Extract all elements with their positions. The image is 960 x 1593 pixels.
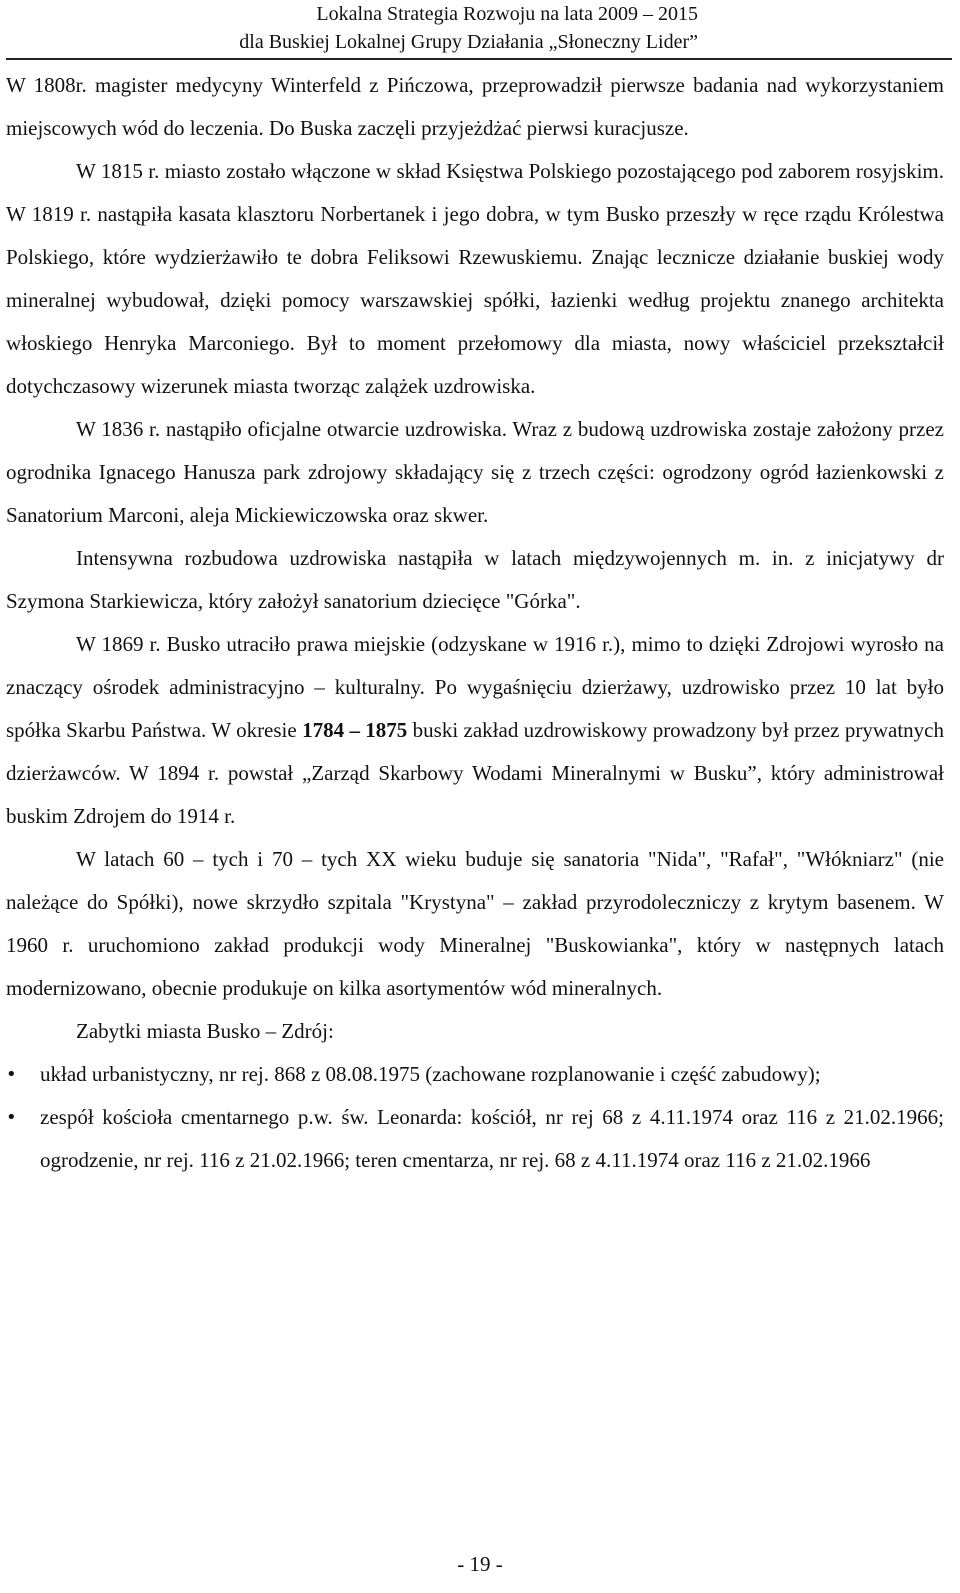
bold-date-range: 1784 – 1875 xyxy=(302,718,408,742)
monuments-heading: Zabytki miasta Busko – Zdrój: xyxy=(76,1019,334,1043)
paragraph xyxy=(6,623,944,838)
bullet-icon: • xyxy=(6,1064,17,1085)
list-item xyxy=(6,1053,944,1096)
paragraph: Intensywna rozbudowa uzdrowiska nastąpiła w latach międzywojennych m. in. z inicjatywy dr Szymona Starkiewicza, który założył sanatorium dziecięce "Górka". xyxy=(6,546,944,613)
paragraph: W 1815 r. miasto zostało włączone w skład Księstwa Polskiego pozostającego pod zaborem rosyjskim. W 1819 r. nastąpiła kasata klasztoru Norbertanek i jego dobra, w tym Busko przeszły w ręce rządu Królestwa Polskiego, które wydzierżawiło te dobra Feliksowi Rzewuskiemu. Znając lecznicze działanie buskiej wody mineralnej wybudował, dzięki pomocy warszawskiej spółki, łazienki według projektu znanego architekta włoskiego Henryka Marconiego. Był to moment przełomowy dla miasta, nowy właściciel przekształcił dotychczasowy wizerunek miasta tworząc zalążek uzdrowiska. xyxy=(6,159,944,398)
header-subtitle: dla Buskiej Lokalnej Grupy Działania „Słoneczny Lider” xyxy=(239,31,698,53)
monuments-list xyxy=(6,1053,944,1182)
header-title: Lokalna Strategia Rozwoju na lata 2009 – 2015 xyxy=(316,3,698,25)
paragraph: W 1808r. magister medycyny Winterfeld z Pińczowa, przeprowadził pierwsze badania nad wykorzystaniem miejscowych wód do leczenia. Do Buska zaczęli przyjeżdżać pierwsi kuracjusze. xyxy=(6,73,944,140)
paragraph-text: buski zakład uzdrowiskowy prowadzony był przez prywatnych dzierżawców. W 1894 r. powstał „Zarząd Skarbowy Wodami Mineralnymi w Busku”, który administrował buskim Zdrojem do 1914 r. xyxy=(6,718,944,828)
bullet-icon: • xyxy=(6,1107,17,1128)
page-number: - 19 - xyxy=(457,1552,503,1576)
list-item-text: układ urbanistyczny, nr rej. 868 z 08.08.1975 (zachowane rozplanowanie i część zabudowy); xyxy=(40,1062,821,1086)
list-item xyxy=(6,1096,944,1182)
paragraph: W latach 60 – tych i 70 – tych XX wieku buduje się sanatoria "Nida", "Rafał", "Włókniarz" (nie należące do Spółki), nowe skrzydło szpitala "Krystyna" – zakład przyrodoleczniczy z krytym basenem. W 1960 r. uruchomiono zakład produkcji wody Mineralnej "Buskowianka", który w następnych latach modernizowano, obecnie produkuje on kilka asortymentów wód mineralnych. xyxy=(6,847,944,1000)
header-divider xyxy=(6,58,952,60)
paragraph: W 1836 r. nastąpiło oficjalne otwarcie uzdrowiska. Wraz z budową uzdrowiska zostaje założony przez ogrodnika Ignacego Hanusza park zdrojowy składający się z trzech części: ogrodzony ogród łazienkowski z Sanatorium Marconi, aleja Mickiewiczowska oraz skwer. xyxy=(6,417,944,527)
document-body xyxy=(6,64,944,1182)
list-item-text: zespół kościoła cmentarnego p.w. św. Leonarda: kościół, nr rej 68 z 4.11.1974 oraz 116 z 21.02.1966; ogrodzenie, nr rej. 116 z 21.02.1966; teren cmentarza, nr rej. 68 z 4.11.1974 oraz 116 z 21.02.1966 xyxy=(40,1105,944,1172)
paragraph-text: W 1869 r. Busko utraciło prawa miejskie (odzyskane w 1916 r.), mimo to dzięki Zdrojowi wyrosło na znaczący ośrodek administracyjno – kulturalny. Po wygaśnięciu dzierżawy, uzdrowisko przez 10 lat było spółka Skarbu Państwa. W okresie xyxy=(6,632,944,742)
page-header xyxy=(98,0,698,56)
